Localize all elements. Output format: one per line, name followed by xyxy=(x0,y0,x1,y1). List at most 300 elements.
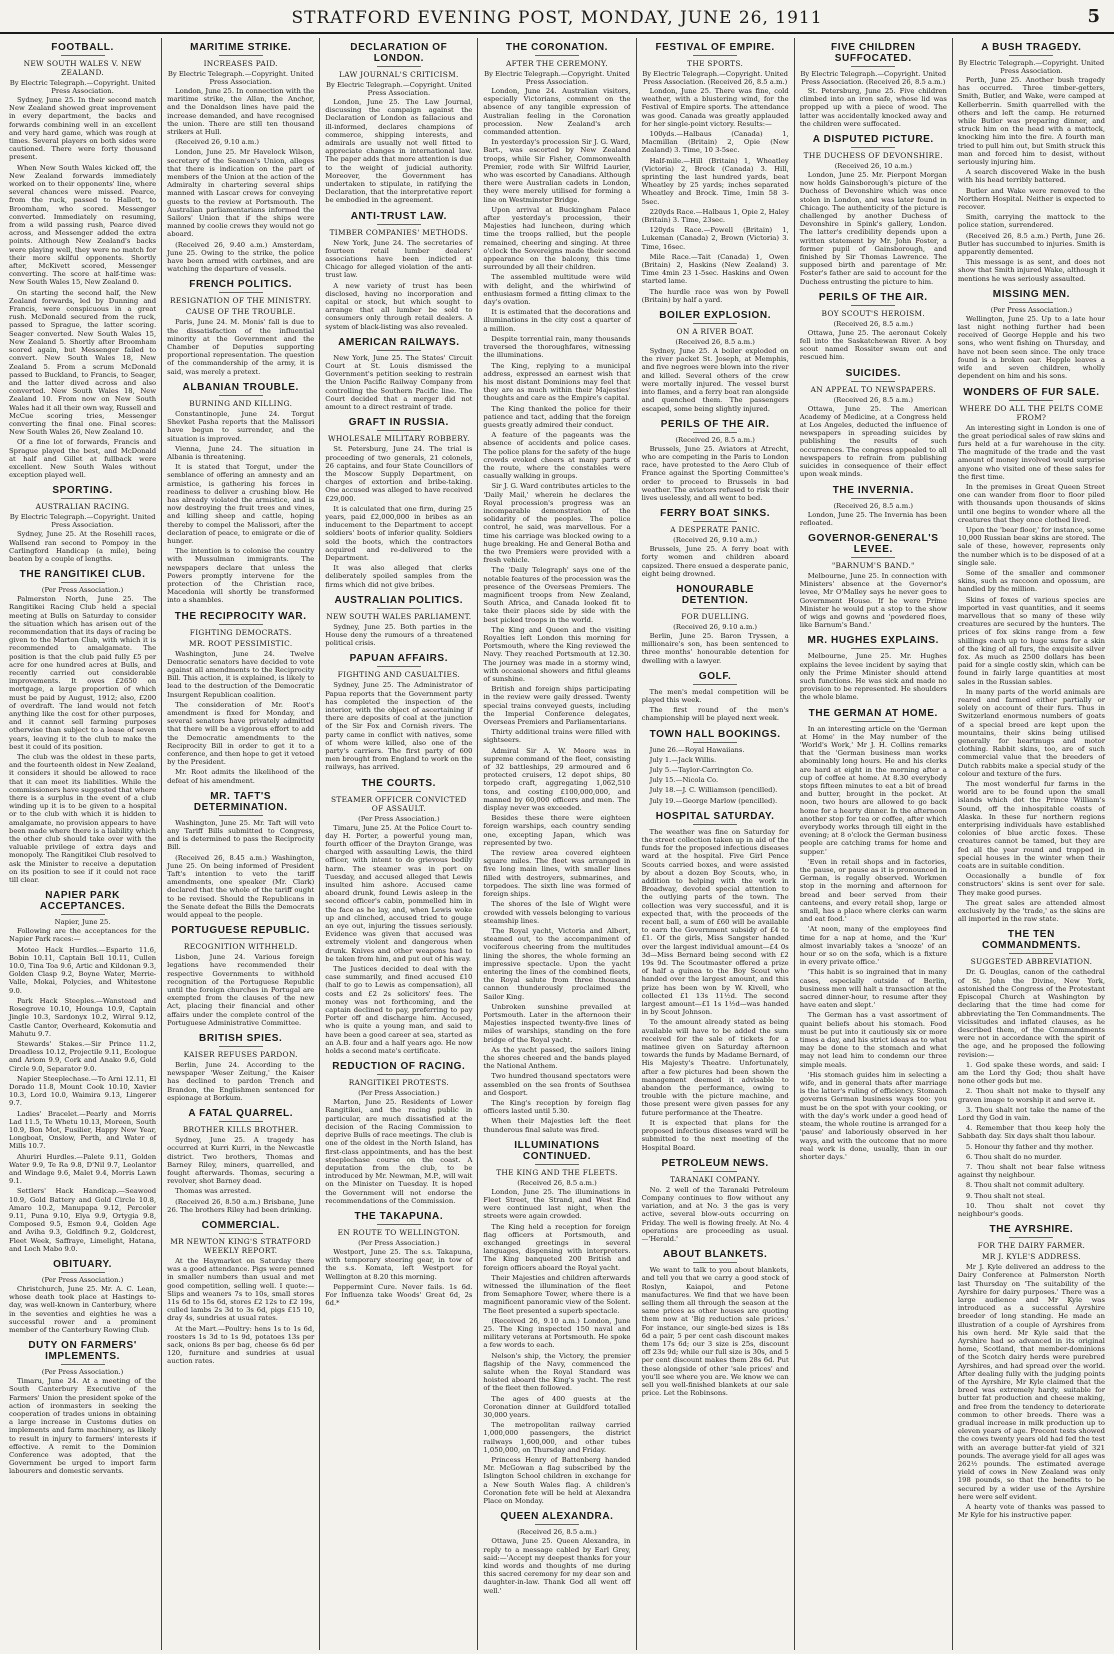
article-paragraph: July 19.—George Marlow (pencilled). xyxy=(649,796,778,805)
article xyxy=(642,1158,789,1243)
article-headline: A FATAL QUARREL. xyxy=(188,1108,294,1120)
article xyxy=(800,533,947,629)
article-paragraph: Thomas was arrested. xyxy=(175,1187,252,1196)
article-paragraph: When New South Wales kicked off, the New Zealand forwards immediately worked on to their opponents' line, where several chances were missed. Pearce, from the ruck, passed to Hallett, to Broomham, who scored. Messenger converted. Immediately on resuming, from a wild passing rush, Pearce dived across, and Messenger added the extra points. Although New Zealand's backs were playing well, they were no match for their more skilful opponents. Shortly after, McKivett scored, Messenger converting. The score at half-time was: New South Wales 15, New Zealand 0. xyxy=(9,163,157,287)
article-paragraph: Berlin, June 24. According to the newspaper 'Weser Zeitung,' the Kaiser has declined to pardon Trench and Brandon, the Englishmen sentenced for espionage at Borkum. xyxy=(167,1061,315,1102)
article-headline: MARITIME STRIKE. xyxy=(190,42,292,53)
headline-rule xyxy=(693,1171,737,1172)
article-paragraph: 2. Thou shalt not make to thyself any graven image to worship it and serve it. xyxy=(957,1087,1105,1104)
article-paragraph: Timaru, June 25. At the Police Court to-day H. Porter, a powerful young man, fourth officer of the Drayton Grange, was charged with assaulting Lewis, the third officer, with intent to do grievous bodily harm. The steamer was in port on Tuesday, and accused alleged that Lewis insulted him ashore. Accused came aboard drunk, found Lewis asleep in the second officer's cabin, pommelled him in the face as he lay, and, when Lewis woke up and clinched, accused tried to gouge an eye out, injuring the tissues seriously. Evidence was given that accused was extremely violent and dangerous when drunk. Knives and other weapons had to be taken from him, and put out of his way. xyxy=(325,823,473,963)
article-subheading: MR. ROOT PESSIMISTIC. xyxy=(188,638,293,648)
article-paragraph: The King held a reception for foreign flag officers at Portsmouth, and exchanged greetings in several languages, dispensing with interpreters. The King banqueted 200 British and foreign officers aboard the Royal yacht. xyxy=(483,1222,631,1272)
article xyxy=(642,508,789,578)
article xyxy=(800,708,947,1162)
article xyxy=(325,653,472,771)
article-paragraph: Melbourne, June 25. In connection with Ministers' absence at the Governor's levee, Mr O'Malley says he never goes to Government House. If he were Prime Minister he would put a stop to the show of wigs and gowns and 'powdered floes, like Barnum's Band.' xyxy=(799,571,947,630)
headline-rule xyxy=(377,350,421,351)
newspaper-columns xyxy=(4,38,1110,1650)
article-paragraph: To the amount already stated as being available will have to be added the sum received for the sale of tickets for a matinee given on Saturday afternoon towards the funds by Madame Bernard, of His Majesty's Theatre. Unfortunately, after a few pictures had been shown the management deemed it advisable to abandon the performance, owing to trouble with the picture machine, and those present were given passes for any future performance at the Theatre. xyxy=(641,1018,789,1117)
article-subheading: FIGHTING AND CASUALTIES. xyxy=(337,670,461,680)
article-headline: PETROLEUM NEWS. xyxy=(661,1157,769,1169)
article-paragraph: Sydney, June 25. In their second match New Zealand showed great improvement in every department, the backs and forwards combining well in an excellent and very hard game, which was rough at times. Several players on both sides were cautioned. There were forty thousand present. xyxy=(9,96,157,162)
article xyxy=(800,42,947,128)
article-paragraph: London, June 25. There was fine, cold weather, with a blustering wind, for the Festival of Empire sports. The attendance was good. Canada was greatly applauded for her single-point victory. Results:— xyxy=(641,87,789,128)
article-paragraph: The King, replying to a municipal address, expressed an earnest wish that his most distant Dominions may feel that they are as much within their Majesties' thoughts and care as the Empire's capital. xyxy=(483,361,631,403)
article xyxy=(800,292,947,362)
article xyxy=(167,1108,314,1214)
newspaper-title: STRATFORD EVENING POST, MONDAY, JUNE 26, 1911 xyxy=(291,8,823,28)
article-paragraph: Moteo Hack Hurdles.—Esparto 11.6, Bobin 10.11, Captain Bell 10.11, Cullen 10.0, Tina Toa 9.6, Artic and Kildonan 9.3, Golden Clasp 9.2, Boyne Water, Merrie-Valle, Mokai, Polycies, and Whitestone 9.0. xyxy=(9,945,157,995)
article-subheading: CAUSE OF THE TROUBLE. xyxy=(185,307,296,317)
article-paragraph: At the Haymarket on Saturday there was a good attendance. Pigs were penned in smaller numbers than usual and met good competition, selling well. I quote:—Slips and weaners 7s to 10s, small stores 11s 6d to 15s 6d, stores £2 12s to £2 19s, culled lambs 2s 3d to 3s 6d, pigs £15 10, dray 4s, sundries at usual rates. xyxy=(167,1256,315,1323)
article-paragraph: 'At noon, many of the employees find time for a nap at home, and the 'Kur' almost invariably takes a 'snooze' of an hour or so on the sofa, which is a fixture in every private office.' xyxy=(799,925,947,967)
article-headline: THE RECIPROCITY WAR. xyxy=(174,610,307,622)
headline-rule xyxy=(61,582,105,583)
article xyxy=(167,1033,314,1102)
headline-rule xyxy=(693,684,737,685)
article-paragraph: London, June 25. Mr. Pierpont Morgan now holds Gainsborough's picture of the Duchess of Devonshire which was once stolen in London, and was later found in Chicago. The authenticity of the picture is challenged by another Duchess of Devonshire in Spink's gallery, London. The latter's credibility depends upon a written statement by Mr. John Foster, a former pupil of Gainsborough, and finished by Sir Thomas Lawrence. The supposed birth and parentage of Mr. Foster's father are said to account for the Duchess entrusting the picture to him. xyxy=(799,171,947,286)
headline-rule xyxy=(377,430,421,431)
article-paragraph: 3. Thou shalt not take the name of the Lord thy God in vain. xyxy=(957,1105,1105,1122)
article-byline: (Per Press Association.) xyxy=(990,305,1073,314)
article-subheading: RECOGNITION WITHHELD. xyxy=(183,942,298,952)
article-paragraph: London, June 25. The Law Journal, discussing the campaign against the Declaration of London as fallacious and ill-informed, declares champions of commerce, shipping interests, and admirals are usually not well fitted to appreciate changes in international law. The paper adds that more attention is due to the weight of judicial authority. Moreover, the Government has undertaken to stipulate, in ratifying the Declaration, that the interpretative report be embodied in the agreement. xyxy=(325,98,473,205)
article-byline: (Received 26, 8.5 a.m.) xyxy=(675,338,755,347)
article-byline: Napier, June 25. xyxy=(54,918,111,927)
column-6 xyxy=(795,38,953,1650)
article-paragraph: As the yacht passed, the sailors lining the shores cheered and the bands played the National Anthem. xyxy=(483,1045,631,1071)
article-subheading: TARANAKI COMPANY. xyxy=(670,1174,761,1184)
article-headline: COMMERCIAL. xyxy=(201,1219,280,1231)
article-paragraph: Park Hack Steeples.—Wanstead and Rosegrove 10.10, Hounga 10.9, Captain Jingle 10.3, Sardonyx 10.2, Wirral 9.12, Castle Cantor, Overheard, Kokomutia and Mahutu 9.7. xyxy=(9,996,157,1038)
article-headline: BRITISH SPIES. xyxy=(199,1033,283,1045)
article-paragraph: At the Mart.—Poultry: hens 1s to 1s 6d, roosters 1s 3d to 1s 9d, potatoes 13s per sack, onions 8s per bag, cheese 6s 6d per 120, furniture and sundries at usual auction rates. xyxy=(167,1324,315,1366)
article-paragraph: Washington, June 24. Twelve Democratic senators have decided to vote against all amendments to the Reciprocity Bill. This action, it is explained, is likely to lead to the destruction of the Democratic Insurgent Republican coalition. xyxy=(167,649,315,699)
article-headline: FESTIVAL OF EMPIRE. xyxy=(655,42,775,53)
article-paragraph: The hurdle race was won by Powell (Britain) by half a yard. xyxy=(641,287,789,304)
article-headline: THE GERMAN AT HOME. xyxy=(808,707,938,719)
article-paragraph: This message is as sent, and does not show that Smith injured Wake, although it mentions he was seriously assaulted. xyxy=(957,258,1105,283)
article-subheading: FIGHTING DEMOCRATS. xyxy=(189,627,292,637)
article-paragraph: July 18.—J. C. Williamson (pencilled). xyxy=(649,786,778,795)
article-paragraph: The ages of 400 guests at the Coronation dinner at Guildford totalled 30,000 years. xyxy=(483,1394,631,1420)
article-paragraph: In the premises in Great Queen Street one can wander from floor to floor piled with thousands upon thousands of skins until one begins to wonder where all the creatures that they once clothed lived. xyxy=(957,482,1105,524)
article-subheading: NEW SOUTH WALES PARLIAMENT. xyxy=(326,611,472,621)
article-byline: By Electric Telegraph.—Copyright. United Press Association. xyxy=(9,513,156,530)
article-byline: (Per Press Association.) xyxy=(41,1275,124,1284)
article xyxy=(483,1511,630,1594)
article-subheading: THE SPORTS. xyxy=(687,59,744,68)
article-headline: TOWN HALL BOOKINGS. xyxy=(649,728,781,740)
article-paragraph: An interesting sight in London is one of the great periodical sales of raw skins and furs held at a fur warehouse in the city. The magnitude of the trade and the vast amount of money involved would surprise anyone who visited one of these sales for the first time. xyxy=(957,423,1105,481)
article-paragraph: Sydney, June 25. Both parties in the House deny the rumours of a threatened political crisis. xyxy=(325,622,473,648)
article xyxy=(483,1140,630,1506)
article xyxy=(167,42,314,273)
article-paragraph: Upon arrival at Buckingham Palace after yesterday's procession, their Majesties had luncheon, during which time the troops rallied, but the people remained, cheering and singing. At three o'clock the Sovereigns made their second appearance on the balcony, this time surrounded by all their children. xyxy=(483,205,631,272)
article-paragraph: Mile Race.—Tait (Canada) 1, Owen (Britain) 2, Haskins (New Zealand) 3. Time 4min 23 1-5sec. Haskins and Owen started lame. xyxy=(641,252,789,286)
article-paragraph: London, June 25. Mr Havelock Wilson, secretary of the Seamen's Union, alleges that there is indication on the part of members of the Union at the action of the Admiralty in chartering several ships manned with Lascar crews for conveying guests to the review at Portsmouth. The Australian parliamentarians informed the Sailors' Union that if the ships were manned by coolie crews they would not go aboard. xyxy=(167,148,315,239)
article-headline: MR. HUGHES EXPLAINS. xyxy=(807,635,939,647)
column-3 xyxy=(320,38,478,1650)
headline-rule xyxy=(377,791,421,792)
article-subheading: ON A RIVER BOAT. xyxy=(676,327,754,337)
article-paragraph: The first round of the men's championship will be played next week. xyxy=(641,706,789,723)
column-1 xyxy=(4,38,162,1650)
article xyxy=(167,611,314,785)
article-paragraph: Besides these there were eighteen foreign warships, each country sending one, excepting Japan, which was represented by two. xyxy=(483,814,631,847)
article-paragraph: Skins of foxes of various species are imported in vast quantities, and it seems marvellous that so many of these wily creatures are secured by the hunters. The prices of fox skins range from a few shillings each up to huge sums for a skin of the king of all furs, the exquisite silver fox. As much as 2500 dollars has been paid for a single costly skin, which can be found in fairly large quantities at most sales in the Russian sables. xyxy=(957,595,1105,686)
article-paragraph: The metropolitan railway carried 1,000,000 passengers, the district railways 1,600,000, and other tubes 1,050,000, on Thursday and Friday. xyxy=(483,1421,631,1454)
article xyxy=(9,1259,156,1334)
article-paragraph: Napier Steeplechase.—To Arni 12.11, El Dorado 11.8, Mount Cook 10.10, Xavier 10.3, Lord 10.0, Waimira 9.13, Lingerer 9.7. xyxy=(9,1074,157,1108)
article-paragraph: London, June 24. Australian visitors, especially Victorians, comment on the absence of any tangible expression of Australian feeling in the Coronation procession. New Zealand's arch commanded attention. xyxy=(483,87,631,137)
article-headline: HOSPITAL SATURDAY. xyxy=(655,810,775,822)
headline-rule xyxy=(851,557,895,558)
article-paragraph: A new variety of trust has been disclosed, having no incorporation and capital or stock, but which sought to arrange that all lumber be sold to consumers only through retail dealers. A system of black-listing was also revealed. xyxy=(325,281,473,331)
article-subheading: WHOLESALE MILITARY ROBBERY. xyxy=(327,434,470,444)
article-paragraph: The King and Queen and the visiting Royalties left London this morning for Portsmouth, where the King reviewed the Navy. They reached Portsmouth at 12.30. The journey was made in a stormy wind, with occasional showers and fitful gleams of sunshine. xyxy=(483,625,631,684)
headline-rule xyxy=(61,498,105,499)
article-paragraph: The most wonderful fur farms in the world are to be found upon the small islands which dot the Prince William's Sound, off the inhospitable coasts of Alaska. In these fur northern regions enterprising individuals have established colonies of blue arctic foxes. These creatures cannot be tamed, but they are fed all the year round and trapped in special houses in the winter when their coats are in suitable condition. xyxy=(957,780,1105,871)
article-paragraph: Ladies' Bracelet.—Pearly and Morris Lad 11.5, Te Whetu 10.13, Moreen, South 10.9, Bon Mot, Fusilier, Happy New Year, Longboat, Onslow, Perth, and Water of Mills 10.7. xyxy=(9,1109,157,1151)
article-paragraph: Mr J. Kyle delivered an address to the Dairy Conference at Palmerston North last Thursday on 'The suitability of the Ayrshire for dairy purposes.' There was a large audience and Mr Kyle was introduced as a successful Ayrshire breeder of long standing. He made an illustration of a couple of Ayrshires from his own herd. Mr Kyle said that the Ayrshire had so advanced in its original home, Scotland, that member-dominions of the Scotch dairy herds were purebred Ayrshires, and had spread over the world. After dealing fully with the judging points of the Ayrshire, Mr Kyle claimed that the breed was extremely hardy, suitable for butter fat production and cheese making, and free from the tendency to deteriorate common to other breeds. There was a gradual increase in milk production up to eleven years of age. Precent tests showed the cows twenty years old had fed the test with an average butter-fat yield of 321 pounds. The average yield for all ages was 262½ pounds. The estimated average yield of cows in New Zealand was only 198 pounds, so that the benefits to be secured by a wider use of the Ayrshire here were self evident. xyxy=(957,1263,1105,1501)
article-headline: FERRY BOAT SINKS. xyxy=(660,508,771,520)
article-paragraph: Nelson's ship, the Victory, the premier flagship of the Navy, commenced the salute when the Royal Standard was hoisted aboard the King's yacht. The rest of the fleet then followed. xyxy=(483,1351,631,1393)
article-headline: ANTI-TRUST LAW. xyxy=(350,210,447,222)
article-paragraph: No. 2 well of the Taranaki Petroleum Company continues to flow without any variation, and at No. 3 the gas is very active, several blow-outs occurring on Friday. The well is flowing freely. At No. 4 operations are proceeding as usual.—'Herald.' xyxy=(641,1185,789,1243)
article-paragraph: July 1.—Jack Willis. xyxy=(649,755,717,764)
column-5 xyxy=(637,38,795,1650)
article-subheading: BOY SCOUT'S HEROISM. xyxy=(821,308,926,318)
article-paragraph: New York, June 24. The secretaries of fourteen retail lumber dealers' associations have been indicted at Chicago for alleged violation of the anti-trust law. xyxy=(325,238,473,280)
article-byline: By Electric Telegraph.—Copyright. United Press Association. xyxy=(167,70,314,86)
article-byline: (Received 26, 9.10 a.m.) xyxy=(673,622,758,631)
article-paragraph: The King's reception by foreign flag officers lasted until 5.30. xyxy=(483,1098,631,1116)
headline-rule xyxy=(851,498,895,499)
article-paragraph: Sydney, June 25. At the Rosehill races, Wallsend ran second to Pompoy in the Carlingford Handicap (a mile), being beaten by a couple of lengths. xyxy=(9,530,157,563)
article-subheading: AN APPEAL TO NEWSPAPERS. xyxy=(810,384,936,394)
article-subheading: INCREASES PAID. xyxy=(203,59,278,68)
article-paragraph: The Royal yacht, Victoria and Albert, steamed out, to the accompaniment of vociferous cheering from the multitudes lining the shores, the whole forming an impressive spectacle. Upon the yacht entering the lines of the combined fleets, the Royal salute from three thousand cannon thunderously proclaimed the Sailor King. xyxy=(483,926,631,1001)
article-paragraph: New York, June 25. The States' Circuit Court at St. Louis dismissed the Government's petition seeking to restrain the Union Pacific Railway Company from controlling the Southern Pacific line. The Court decided that a merger did not amount to a direct restraint of trade. xyxy=(325,353,473,412)
article-paragraph: 100yds.—Halbaus (Canada) 1, Macmillan (Britain) 2, Opie (New Zealand) 3. Time, 10 3-5sec. xyxy=(641,130,789,155)
article-subheading: FOR DUELLING. xyxy=(681,611,749,621)
article-paragraph: Two hundred thousand spectators were assembled on the sea fronts of Southsea and Gosport. xyxy=(483,1072,631,1097)
article-paragraph: It is stated that Torgut, under the semblance of offering an amnesty and an armistice, is gathering his forces in readiness to deliver a crushing blow. He has already violated the armistice, and is now destroying the fruit trees and vines, and killing sheep and cattle, hoping thereby to compel the Malissori, after the declaration of peace, to emigrate or die of hunger. xyxy=(167,463,315,545)
article-paragraph: Dr. G. Douglas, canon of the cathedral of St. John the Divine, New York, astonished the Congress of the Protestant Episcopal Church at Washington by declaring that the time had come for abbreviating the Ten Commandments. The vicissitudes and inflated clauses, as he described them, of the Commandments were not in accordance with the spirit of the age, and he proposed the following revision:— xyxy=(957,968,1105,1059)
article xyxy=(9,890,156,1253)
article-headline: THE RANGITIKEI CLUB. xyxy=(19,569,146,581)
article-paragraph: (Received 26, 8.5 a.m.) Perth, June 26. Butler has succumbed to injuries. Smith is apparently demented. xyxy=(957,231,1105,257)
article-headline: WONDERS OF FUR SALE. xyxy=(963,386,1100,398)
article-subheading: AUSTRALIAN RACING. xyxy=(35,502,130,512)
article-headline: THE INVERNIA. xyxy=(832,484,914,496)
article-byline: (Per Press Association.) xyxy=(358,1238,440,1247)
article-paragraph: Timaru, June 24. At a meeting of the South Canterbury Executive of the Farmers' Union the president spoke of the action of ironmasters in seeking the cooperation of trades unions in obtaining a large increase in Customs duties on implements and farm machinery, as likely to result in injury to farmers' interests if effective. A remit to the Dominion Conference was adopted, that the Government be urged to import farm labourers and domestic servants. xyxy=(9,1377,157,1476)
article-paragraph: Berlin, June 25. Baron Tryssen, a millionaire's son, has been sentenced to three months' honourable detention for dwelling with a lawyer. xyxy=(641,631,789,665)
article xyxy=(642,671,789,723)
article-paragraph: A hearty vote of thanks was passed to Mr Kyle for his instructive paper. xyxy=(957,1503,1105,1520)
article-paragraph: It is expected that plans for the proposed infectious diseases ward will be submitted to the next meeting of the Hospital Board. xyxy=(641,1118,789,1152)
headline-rule xyxy=(377,1074,421,1075)
headline-rule xyxy=(693,521,737,522)
article-paragraph: Westport, June 25. The s.s. Takapuna, with temporary steering gear, in tow of the s.s. Komata, left Westport for Wellington at 8.20 this morning. xyxy=(325,1247,473,1281)
article-subheading: MR J. KYLE'S ADDRESS. xyxy=(981,1252,1081,1262)
article-byline: (Received 26, 9.10 a.m.) xyxy=(673,536,758,545)
article-paragraph: Admiral Sir A. W. Moore was in supreme command of the fleet, consisting of 32 battleships, 29 armoured and 6 protected cruisers, 12 depot ships, 80 torpedo craft, aggregating 1,062,510 tons, and costing £100,000,000, and manned by 60,000 officers and men. The display never was exceeded. xyxy=(483,746,631,813)
article-paragraph: The weather was fine on Saturday for the street collection taken up in aid of the funds for the proposed infectious diseases ward at the hospital. Five Girl Pence Scouts carried boxes, and were assisted by about a dozen Boy Scouts, who, in addition to helping with the work in Broadway, devoted special attention to the outlying parts of the town. The collection was very successful, and it is expected that, with the proceeds of the recent ball, a sum of £60 will be available to earn the Government subsidy of £4 to £1. Of the girls, Miss Sangster handed over the largest individual amount—£4 0s 3d—Miss Bernard being second with £2 19s 9d. The Scoutmaster offered a prize of half a guinea to the Boy Scout who handed over the largest amount, and this prize has been won by W. Kivell, who collected £1 13s 11½d. The second largest amount—£1 1s 1½d—was handed in by Scout Johnson. xyxy=(641,827,789,1017)
column-2 xyxy=(162,38,320,1650)
article xyxy=(325,595,472,648)
article-paragraph: London, June 25. The Invernia has been refloated. xyxy=(799,510,947,527)
article-paragraph: Vienna, June 24. The situation in Albania is threatening. xyxy=(167,444,315,461)
headline-rule xyxy=(377,608,421,609)
article-paragraph: Perth, June 25. Another bush tragedy has occurred. Three timber-getters, Smith, Butler, and Wake, were camped at Kellerberrin. Smith quarrelled with the others and left the camp. He returned while Butler was preparing dinner, and struck him on the head with a mattock, knocking him into the fire. A fourth man tried to pull him out, but Smith struck this man and forced him to desist, without seriously injuring him. xyxy=(957,76,1105,167)
article-paragraph: A feature of the pageants was the absence of accidents and police cases. The police plans for the safety of the huge crowds evoked cheers at many parts of the route, where the constables were casually walking in groups. xyxy=(483,431,631,481)
headline-rule xyxy=(1009,55,1053,56)
article-paragraph: Smith, carrying the mattock to the police station, surrendered. xyxy=(957,213,1105,230)
headline-rule xyxy=(851,648,895,649)
headline-rule xyxy=(219,55,263,56)
article xyxy=(800,134,947,286)
article xyxy=(9,1340,156,1475)
article-byline: (Received 26, 8.5 a.m.) xyxy=(675,435,755,444)
article-paragraph: The men's medal competition will be played this week. xyxy=(641,687,789,704)
article xyxy=(642,419,789,502)
article-paragraph: 10. Thou shalt not covet thy neighbour's goods. xyxy=(957,1201,1105,1218)
article-headline: THE TEN COMMANDMENTS. xyxy=(981,929,1081,952)
article-paragraph: When their Majesties left the fleet thunderous final salute was fired. xyxy=(483,1117,631,1134)
article-byline: By Electric Telegraph.—Copyright. United Press Association. (Received 26, 8.5 a.m.) xyxy=(642,70,788,86)
article-paragraph: Mr. Root admits the likelihood of the defeat of his amendment. xyxy=(167,768,315,785)
article-byline: (Received 26, 10 a.m.) xyxy=(834,162,912,171)
headline-rule xyxy=(61,914,105,915)
article-byline: By Electric Telegraph.—Copyright. United Press Association. xyxy=(958,59,1105,75)
article-byline: By Electric Telegraph.—Copyright. United Press Association. xyxy=(484,70,630,86)
headline-rule xyxy=(1009,302,1053,303)
article-byline: (Received 26, 8.5 a.m.) xyxy=(833,319,914,328)
article-headline: SUICIDES. xyxy=(845,367,901,379)
article-paragraph: Christchurch, June 25. Mr. A. C. Lean, whose death took place at Hastings to-day, was well-known in Canterbury, where in the seventies and eighties he was a successful rower and a prominent member of the Canterbury Rowing Club. xyxy=(9,1284,157,1334)
article-paragraph: 'This habit is so ingrained that in many cases, especially outside of Berlin, business men will halt a transaction at the sacred dinner-hour, to resume after they have eaten and slept.' xyxy=(799,968,947,1010)
article xyxy=(325,42,472,205)
article-paragraph: The review area covered eighteen square miles. The fleet was arranged in five long main lines, with smaller lines filled with destroyers, submarines, and torpedoes. The sixth line was formed of foreign ships. xyxy=(483,849,631,899)
article-paragraph: 1. God spake these words, and said: I am the Lord thy God; thou shalt have none other gods but me. xyxy=(957,1060,1105,1086)
article-paragraph: Following are the acceptances for the Napier Park races:— xyxy=(9,927,157,944)
article xyxy=(800,368,947,479)
headline-rule xyxy=(535,1524,579,1525)
article-paragraph: London, June 25. The illuminations in Fleet Street, the Strand, and West End were continued last night, when the streets were again crowded. xyxy=(483,1187,631,1221)
article-subheading: AFTER THE CEREMONY. xyxy=(506,59,608,68)
article xyxy=(325,778,472,1056)
article-subheading: WHERE DO ALL THE PELTS COME FROM? xyxy=(959,403,1104,422)
headline-rule xyxy=(61,1272,105,1273)
article-subheading: EN ROUTE TO WELLINGTON. xyxy=(337,1227,461,1237)
article-paragraph: In an interesting article on the 'German at Home' in the May number of the 'World's Work,' Mr J. H. Collins remarks that the 'German business man works abominably long hours. He and his clerks are hard at eight in the morning after a cup of coffee at home. At 8.30 everybody stops fifteen minutes to eat a bit of bread and butter, brought in the pocket. At noon, two hours are allowed to go back home for a hearty dinner. In the afternoon another stop for tea or coffee, after which everybody works through till eight in the evening; at 8 o'clock the German business people are catching trams for home and supper.' xyxy=(799,724,947,856)
article-paragraph: July 5.—Taylor-Carrington Co. xyxy=(649,765,754,774)
article-headline: A BUSH TRAGEDY. xyxy=(981,42,1082,53)
article-paragraph: Settlers' Hack Handicap.—Seawood 10.9, Gold Battery and Gold Circle 10.8, Amaro 10.2, Manupapa 9.12, Percoler 9.11, Puna 9.10, Elya 9.9, Ortygia 9.8, Composed 9.5, Esmon 9.4, Golden Age and Aviha 9.3, Goldfinch 9.2, Goldcrest, Fleet Week, Saffraye, Limelight, Hatana, and Loch Mabo 9.0. xyxy=(9,1187,157,1253)
article-paragraph: The club was the oldest in these parts, and the fourteenth oldest in New Zealand, it considers it should be allowed to race that it can meet its liabilities. While the commissioners have suggested that where there is a surplus in the event of a club winding up it is to be given to a hospital or to the club with which it is hidden to amalgamate, no provision appears to have been made where there is a liability which the other club should take over with the valuable privilege of extra days and monopoly. The Rangitikei Club resolved to ask the Minister to receive a deputation on its position to see if it could not race till clear. xyxy=(9,753,157,885)
article-paragraph: 7. Thou shalt not bear false witness against thy neighbour. xyxy=(957,1162,1105,1180)
article-byline: (Received 26, 8.5 a.m.) xyxy=(517,1528,597,1537)
article-headline: HONOURABLE DETENTION. xyxy=(676,583,754,606)
article xyxy=(325,1211,472,1307)
article-paragraph: The 'Daily Telegraph' says one of the notable features of the procession was the presence of the Overseas Premiers. The magnificent troops from New Zealand, South Africa, and Canada looked fit to take their places side by side with the best picked troops in the world. xyxy=(483,566,631,624)
article-paragraph: Lisbon, June 24. Various foreign legations have recommended their respective Governments to withhold recognition of the Portuguese Republic until the foreign churches in Portugal are exempted from the clauses of the new Act, placing their financial and other affairs under the complete control of the Portuguese Administrative Committee. xyxy=(167,953,315,1027)
article-headline: PERILS OF THE AIR. xyxy=(818,291,928,303)
article-paragraph: Unbroken sunshine prevailed at Portsmouth. Later in the afternoon their Majesties inspected twenty-five lines of miles of warships, standing on the fore bridge of the Royal yacht. xyxy=(483,1002,631,1044)
page-number: 5 xyxy=(1087,6,1100,27)
article-paragraph: (Received 26, 9.40 a.m.) Amsterdam, June 25. Owing to the strike, the police have been armed with carbines, and are watching the departure of vessels. xyxy=(167,240,315,274)
headline-rule xyxy=(693,608,737,609)
headline-rule xyxy=(1009,953,1053,954)
article-paragraph: Brussels, June 25. Aviators at Atrecht, who are competing in the Paris to London race, have protested to the Aero Club of France against the Sporting Committee's order to proceed to Brussels in bad weather. The aviators refused to risk their lives uselessly, and all went to bed. xyxy=(641,444,789,502)
article-headline: FOOTBALL. xyxy=(51,42,114,53)
article-paragraph: 'Even in retail shops and in factories, the pause, or pause as it is pronounced in German, is regally observed. Workmen stop in the morning and afternoon for bread and beer served from their canteens, and every retail shop, large or small, has a place where clerks can warm and eat food.' xyxy=(799,857,947,924)
article xyxy=(800,485,947,527)
headline-rule xyxy=(693,432,737,433)
article-subheading: "BARNUM'S BAND." xyxy=(831,560,915,570)
article xyxy=(167,791,314,919)
article-byline: (Received 26, 8.5 a.m.) xyxy=(517,1178,597,1187)
headline-rule xyxy=(219,1046,263,1047)
article-headline: PORTUGUESE REPUBLIC. xyxy=(171,925,311,937)
article-paragraph: Sydney, June 25. The Administrator of Papua reports that the Government party has completed the inspection of the interior, with the object of ascertaining if there are deposits of coal at the junction of the Sir Fox and Cornish rivers. The party came in conflict with natives, some of whom were killed, also one of the party's carriers. The first party of 600 men brought from England to work on the railways, has arrived. xyxy=(325,681,473,772)
article-paragraph: Peppermint Cure. Never fails. 1s 6d. For Influenza take Woods' Great 6d, 2s 6d.* xyxy=(325,1282,473,1308)
article-headline: GRAFT IN RUSSIA. xyxy=(348,417,449,429)
article xyxy=(325,211,472,331)
article-headline: THE CORONATION. xyxy=(505,42,609,53)
article-subheading: FOR THE DAIRY FARMER. xyxy=(977,1241,1086,1251)
article-paragraph: Sir J. G. Ward contributes articles to the 'Daily Mail,' wherein he declares the Royal procession's progress was an incomparable demonstration of the solidarity of the peoples. The police control, he said, was marvellous. For a time his carriage was blocked owing to a huge breaking. He and General Botha and the two Premiers were provided with a fresh vehicle. xyxy=(483,482,631,565)
article-paragraph: We want to talk to you about blankets, and tell you that we carry a good stock of Roslyn, Kaiapoi, and Petone manufactures. We find that we have been selling them all through the season at the same prices as other houses are quoting them now at 'Big reduction sale prices.' For instance, our single-bed sizes is 18s 6d a pair, 5 per cent cash discount makes them 17s 6d; our 3 size is 25s, discount off 23s 9d; while our full size is 30s, and 5 per cent discount makes them 28s 6d. Put these alongside of other 'sale prices' and you'll see where you are. We know we can sell you well-finished blankets at our sale price. Let the Robinsons. xyxy=(641,1266,789,1398)
article-paragraph: The shores of the Isle of Wight were crowded with vessels belonging to various steamship lines. xyxy=(483,900,631,925)
headline-rule xyxy=(1009,1237,1053,1238)
article-paragraph: Sydney, June 25. A boiler exploded on the river packet St. Joseph, at Memphis, and five negroes were blown into the river and killed. Several others of the crew were mortally injured. The vessel burst into flames, and a ferry boat ran alongside and quenched them. The passengers escaped, some being slightly injured. xyxy=(641,347,789,413)
article xyxy=(958,289,1105,381)
article-subheading: A DESPERATE PANIC. xyxy=(670,525,761,535)
headline-rule xyxy=(535,55,579,56)
headline-rule xyxy=(61,1364,105,1365)
article-headline: FRENCH POLITICS. xyxy=(189,279,293,291)
headline-rule xyxy=(219,624,263,625)
headline-rule xyxy=(693,55,737,56)
article-headline: THE TAKAPUNA. xyxy=(354,1210,444,1222)
article-paragraph: 6. Thou shalt do no murder. xyxy=(965,1152,1062,1161)
headline-rule xyxy=(377,224,421,225)
article xyxy=(642,310,789,413)
article-subheading: THE DUCHESS OF DEVONSHIRE. xyxy=(803,151,943,161)
article-paragraph: It is estimated that the decorations and illuminations in the city cost a quarter of a million. xyxy=(483,308,631,333)
article xyxy=(167,925,314,1027)
headline-rule xyxy=(377,1224,421,1225)
article-headline: PERILS OF THE AIR. xyxy=(660,418,770,430)
article-headline: THE AYRSHIRE. xyxy=(989,1224,1074,1236)
article-paragraph: Of a fine lot of forwards, Francis and Sprague played the best, and McDonald at half and Gillet at fullback were excellent. New South Wales without exception played well. xyxy=(9,438,157,480)
article-headline: GOVERNOR-GENERAL'S LEVEE. xyxy=(808,532,939,555)
article-paragraph: It is calculated that one firm, during 25 years, paid £2,000,000 in bribes as an inducement to the Department to accept soldiers' boots of inferior quality. Soldiers sold the boots, which the contractors acquired and re-delivered to the Department. xyxy=(325,504,473,562)
article-paragraph: 5. Honour thy father and thy mother. xyxy=(965,1142,1094,1151)
article xyxy=(958,929,1105,1218)
article xyxy=(958,1224,1105,1519)
article-headline: DUTY ON FARMERS' IMPLEMENTS. xyxy=(28,1340,137,1363)
headline-rule xyxy=(693,323,737,324)
article xyxy=(642,584,789,665)
article-paragraph: Sydney, June 25. A tragedy has occurred at Kurri Kurri, in the Newcastle district. Two brothers, Thomas and Barney Riley, miners, quarrelled, and fought afterwards. Thomas, securing a revolver, shot Barney dead. xyxy=(167,1136,315,1186)
article xyxy=(642,729,789,805)
article-paragraph: Ottawa, June 25. Queen Alexandra, in reply to a message cabled by Earl Grey, said:—'Accept my deepest thanks for your kind words and thoughts of me during this sacred ceremony for my dear son and daughter-in-law. Thank God all went off well.' xyxy=(483,1537,631,1595)
headline-rule xyxy=(851,721,895,722)
article-subheading: LAW JOURNAL'S CRITICISM. xyxy=(339,70,459,79)
article-paragraph: The assembled multitude were wild with delight, and the whirlwind of enthusiasm formed a fitting climax to the day's ovation. xyxy=(483,273,631,307)
article-headline: ABOUT BLANKETS. xyxy=(662,1249,768,1261)
article xyxy=(642,42,789,304)
headline-rule xyxy=(851,305,895,306)
article-paragraph: June 26.—Royal Hawaiians. xyxy=(649,745,745,754)
article-paragraph: Half-mile.—Hill (Britain) 1, Wheatley (Victoria) 2, Brock (Canada) 3. Hill, sprinting the last hundred yards, beat Wheatley by 25 yards; inches separated Wheatley and Brock. Time, 1min 58 3-5sec. xyxy=(641,156,789,206)
article-headline: OBITUARY. xyxy=(53,1258,113,1270)
article-byline: By Electric Telegraph.—Copyright. United Press Association. xyxy=(325,81,472,97)
article-byline: (Per Press Association.) xyxy=(358,814,440,823)
article-paragraph: Their Majesties and children afterwards witnessed the illumination of the fleet from Semaphore Tower, where there is a magnificent panoramic view of the Solent. The fleet presented a superb spectacle. xyxy=(483,1273,631,1315)
article-byline: By Electric Telegraph.—Copyright. United Press Association. xyxy=(9,79,156,95)
article-paragraph: Washington, June 25. Mr. Taft will veto any Tariff Bills submitted to Congress, and is determined to pass the Reciprocity Bill. xyxy=(167,818,315,852)
article-paragraph: St. Petersburg, June 25. Five children climbed into an iron safe, whose lid was propped up with a piece of wood. The latter was accidentally knocked away and the children were suffocated. xyxy=(799,87,947,128)
article-subheading: RANGITIKEI PROTESTS. xyxy=(348,1078,449,1088)
article-headline: GOLF. xyxy=(698,670,732,682)
article xyxy=(958,42,1105,283)
article-paragraph: In many parts of the world animals are reared and farmed either partially or solely on account of their furs. Thus in Switzerland enormous numbers of goats of a special breed are kept upon the mountains, their skins being utilised generally for heartmugs and motor clothing. Rabbit skins, too, are of such commercial value that the breeders of Dutch rabbits make a special study of the colour and texture of the furs. xyxy=(957,687,1105,778)
article xyxy=(325,417,472,588)
headline-rule xyxy=(61,55,105,56)
article xyxy=(325,337,472,411)
headline-rule xyxy=(219,815,263,816)
article-paragraph: Princess Henry of Battenberg handed Mr. McGowan a flag subscribed by the Islington School children in exchange for a New South Wales flag. A children's Coronation fete will be held at Alexandra Place on Monday. xyxy=(483,1456,631,1506)
article-headline: AUSTRALIAN POLITICS. xyxy=(334,594,464,606)
article-paragraph: July 15.—Nicola Co. xyxy=(649,776,719,785)
article-paragraph: Thirty additional trains were filled with sightseers. xyxy=(483,728,631,745)
headline-rule xyxy=(219,1121,263,1122)
article-paragraph: Ottawa, June 25. The American Academy of Medicine, at a Congress held at Los Angeles, deducted the influence of newspapers in spreading suicides by publishing the results of such occurrences. The congress appealed to all newspapers to refrain from publishing suicides in consequence of their effect upon weak minds. xyxy=(799,404,947,479)
article-paragraph: 4. Remember that thou keep holy the Sabbath day. Six days shalt thou labour. xyxy=(957,1124,1105,1141)
headline-rule xyxy=(693,742,737,743)
article xyxy=(167,382,314,605)
headline-rule xyxy=(377,66,421,67)
article-paragraph: London, June 25. In connection with the maritime strike, the Allan, the Anchor, and the Donaldson lines have paid the increase demanded, and have recognised the union. There are still ten thousand strikers at Hull. xyxy=(167,87,315,137)
article-paragraph: St. Petersburg, June 24. The trial is proceeding of two generals, 21 colonels, 26 captains, and four State Councillors of the Moscow Supply Department, on charges of extortion and bribe-taking. One accused was alleged to have received £29,000. xyxy=(325,445,473,503)
masthead xyxy=(0,0,1114,34)
article-paragraph: The great sales are attended almost exclusively by the 'trade,' as the skins are all imported in the raw state. xyxy=(957,898,1105,924)
article-paragraph: Some of the smaller and commoner skins, such as raccoon and opossum, are handled by the million. xyxy=(957,568,1105,594)
article-paragraph: Paris, June 24. M. Monis' fall is due to the dissatisfaction of the influential minority at the Government and the Chamber of Deputies supporting proportional representation. The question of the commandership of the army, it is said, was merely a pretext. xyxy=(167,318,315,376)
article-byline: (Per Press Association.) xyxy=(358,1089,440,1098)
article-paragraph: The German has a vast assortment of quaint beliefs about his stomach. Food must be put into it cautiously six or more times a day, and his strict ideas as to what may be done to the stomach and what may not lead him to condemn our three simple meals. xyxy=(799,1011,947,1069)
article-paragraph: 'His stomach guides him in selecting a wife, and in general thats after marriage is the latter's ruling of efficiency. Stomach governs German business ways too: you must be on the spot with your cooking, or with the day's work under a good head of steam, the whole routine is arranged for a 'pause' and laboriously observed in her ways, and with the outcome that no more real work is done, usually, than in our shorter days.' xyxy=(799,1070,947,1161)
article-paragraph: Butler and Wake were removed to the Northern Hospital. Neither is expected to recover. xyxy=(957,186,1105,212)
headline-rule xyxy=(219,1233,263,1234)
article-headline: DECLARATION OF LONDON. xyxy=(350,42,448,64)
article-headline: ALBANIAN TROUBLE. xyxy=(182,381,299,393)
article-paragraph: British and foreign ships participating in the review were gaily dressed. Twenty special trains conveyed guests, including the Imperial Conference delegates, Overseas Premiers and Parliamentarians. xyxy=(483,685,631,727)
article-paragraph: Upon the 'bear floor,' for instance, some 10,000 Russian bear skins are stored. The sale of these, however, represents only the number which is to be disposed of at a single sale. xyxy=(957,525,1105,567)
article-subheading: MR NEWTON KING'S STRATFORD WEEKLY REPORT. xyxy=(170,1236,312,1255)
article-paragraph: Marton, June 25. Residents of Lower Rangitikei, and the racing public in particular, are much dissatisfied at the decision of the Racing Commission to deprive Bulls of race meetings. The club is one of the oldest in the North Island, has first-class appointments, and has the best steeplechase course on the coast. A deputation from the club, to be introduced by Mr. Newman, M.P., will wait on the Minister on Tuesday. It is hoped the Government will not endorse the recommendations of the Commission. xyxy=(325,1098,473,1205)
article-paragraph: In yesterday's procession Sir J. G. Ward, Bart., was escorted by New Zealand troops, while Sir Fisher, Commonwealth Premier, rode with Sir Wilfrid Laurier, who was escorted by Canadians. Although there were Australian cadets in London, they were merely utilised for forming a line on Westminster Bridge. xyxy=(483,138,631,204)
article-paragraph: (Received 26, 9.10 a.m.) London, June 25. The King inspected 150 naval and military veterans at Portsmouth. He spoke a few words to each. xyxy=(483,1316,631,1350)
article-paragraph: Occasionally a bundle of fox constructors' skins is sent over for sale. They make good purses. xyxy=(957,872,1105,897)
article-byline: (Received 26, 8.5 a.m.) xyxy=(833,501,914,510)
